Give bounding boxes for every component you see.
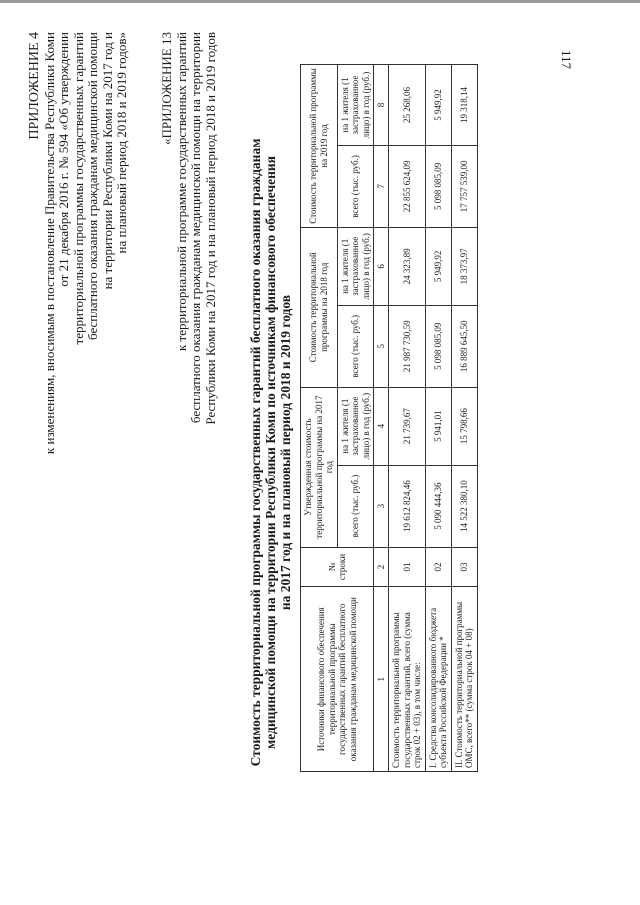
column-number-row (374, 65, 389, 772)
appendix-line: на территории Республики Коми на 2017 год и (99, 32, 115, 290)
column-number: 3 (374, 465, 389, 547)
document-title-line: медицинской помощи на территории Республики Коми по источникам финансового обеспечения (263, 156, 278, 749)
row-number: 03 (451, 547, 477, 587)
appendix-line: от 21 декабря 2016 г. № 594 «Об утверждении (56, 32, 71, 287)
header-2018-per-capita: на 1 жителя (1 застрахованное лицо) в год (руб.) (337, 227, 374, 305)
header-2019-per-capita: на 1 жителя (1 застрахованное лицо) в год (руб.) (337, 65, 374, 146)
value-2018-total: 16 889 645,50 (451, 305, 477, 387)
value-2017-per-capita: 21 739,67 (389, 387, 426, 465)
header-2017-total: всего (тыс. руб.) (337, 465, 374, 547)
value-2017-per-capita: 15 798,66 (451, 387, 477, 465)
sub-appendix-line: бесплатного оказания гражданам медицинской помощи на территории (188, 32, 203, 424)
value-2017-total: 5 090 444,36 (425, 465, 451, 547)
header-2019: Стоимость территориальной программы на 2019 год (301, 65, 338, 228)
row-source: Стоимость территориальной программы государственных гарантий, всего (сумма строк 02 + 03), в том числе: (389, 587, 426, 772)
column-number: 5 (374, 305, 389, 387)
value-2017-per-capita: 5 941,01 (425, 387, 451, 465)
header-row-number: № строки (301, 547, 374, 587)
document-title-line: Стоимость территориальной программы государственных гарантий бесплатного оказания гражданам (248, 138, 263, 767)
appendix-title: ПРИЛОЖЕНИЕ 4 (27, 32, 42, 140)
value-2019-per-capita: 25 268,06 (389, 65, 426, 146)
column-number: 2 (374, 547, 389, 587)
table-row (451, 65, 477, 772)
page-number: 117 (559, 50, 574, 70)
column-number: 8 (374, 65, 389, 146)
value-2018-per-capita: 5 949,92 (425, 227, 451, 305)
value-2018-per-capita: 24 323,89 (389, 227, 426, 305)
value-2018-per-capita: 18 373,97 (451, 227, 477, 305)
value-2019-total: 5 098 085,09 (425, 145, 451, 227)
sub-appendix-header (160, 32, 218, 425)
appendix-line: на плановый период 2018 и 2019 годов» (114, 32, 129, 254)
document-title (248, 0, 293, 905)
header-2017: Утвержденная стоимость территориальной программы на 2017 год (301, 387, 338, 547)
cost-table (300, 64, 478, 772)
value-2019-per-capita: 5 949,92 (425, 65, 451, 146)
value-2019-total: 22 855 624,09 (389, 145, 426, 227)
sub-appendix-line: Республики Коми на 2017 год и на плановый период 2018 и 2019 годов (202, 32, 218, 425)
appendix-line: бесплатного оказания гражданам медицинской помощи (85, 32, 100, 340)
value-2018-total: 5 098 085,09 (425, 305, 451, 387)
row-source: I. Средства консолидированного бюджета субъекта Российской Федерации * (425, 587, 451, 772)
value-2017-total: 19 612 824,46 (389, 465, 426, 547)
table-row (389, 65, 426, 772)
appendix-header (28, 32, 130, 454)
column-number: 6 (374, 227, 389, 305)
appendix-line: к изменениям, вносимым в постановление Правительства Республики Коми (41, 32, 57, 455)
document-title-line: на 2017 год и на плановый период 2018 и 2019 годов (278, 294, 293, 611)
column-number: 1 (374, 587, 389, 772)
table-row (425, 65, 451, 772)
column-number: 7 (374, 145, 389, 227)
header-2018-total: всего (тыс. руб.) (337, 305, 374, 387)
sub-appendix-line: к территориальной программе государственных гарантий (173, 32, 189, 352)
header-2017-per-capita: на 1 жителя (1 застрахованное лицо) в год (руб.) (337, 387, 374, 465)
value-2018-total: 21 987 730,59 (389, 305, 426, 387)
row-number: 02 (425, 547, 451, 587)
row-source: II. Стоимость территориальной программы ОМС, всего** (сумма строк 04 + 08) (451, 587, 477, 772)
value-2017-total: 14 522 380,10 (451, 465, 477, 547)
header-2019-total: всего (тыс. руб.) (337, 145, 374, 227)
sub-appendix-title: «ПРИЛОЖЕНИЕ 13 (159, 32, 174, 145)
table-header-row (301, 65, 338, 772)
column-number: 4 (374, 387, 389, 465)
appendix-line: территориальной программы государственных гарантий (70, 32, 86, 345)
value-2019-total: 17 757 539,00 (451, 145, 477, 227)
value-2019-per-capita: 19 318,14 (451, 65, 477, 146)
row-number: 01 (389, 547, 426, 587)
header-source: Источники финансового обеспечения территориальной программы государственных гарантий бесплатного оказания гражданам медицинской помощи (301, 587, 374, 772)
header-2018: Стоимость территориальной программы на 2018 год (301, 227, 338, 387)
